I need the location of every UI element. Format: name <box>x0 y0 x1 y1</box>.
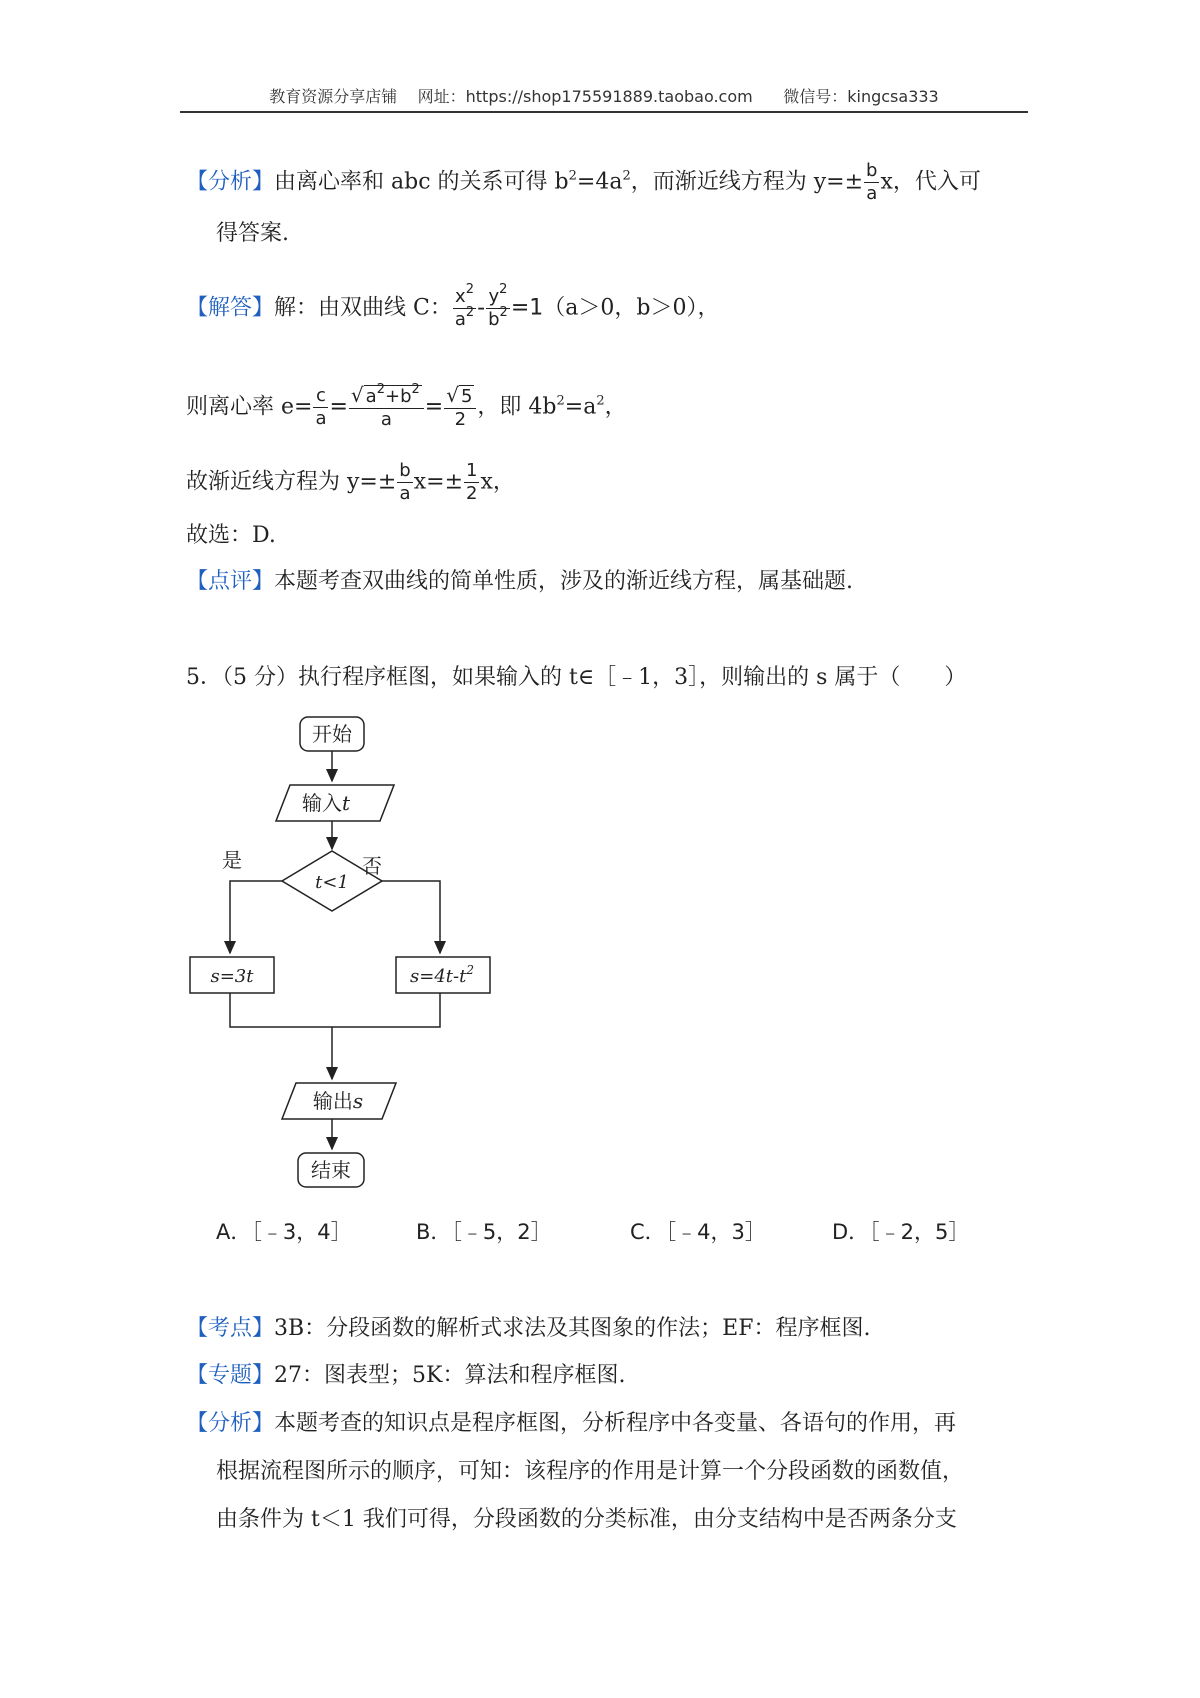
header-url[interactable]: https://shop175591889.taobao.com <box>465 87 753 106</box>
option-b[interactable]: B．［﹣5，2］ <box>416 1220 552 1244</box>
flow-yes-label: 是 <box>222 848 242 872</box>
flow-no-label: 否 <box>362 854 382 878</box>
flow-left-box-label: s=3t <box>210 966 254 987</box>
asymptote-line: 故渐近线方程为 y=± $\frac{b}{a}$ x=± $\frac{1}{2}$ x， <box>186 460 515 504</box>
flow-end-label: 结束 <box>311 1158 351 1182</box>
comment-line: 【点评】本题考查双曲线的简单性质，涉及的渐近线方程，属基础题. <box>186 569 854 594</box>
analysis-tag: 【分析】 <box>186 169 275 195</box>
option-c[interactable]: C．［﹣4，3］ <box>630 1220 766 1244</box>
flow-condition-label: t<1 <box>315 872 349 893</box>
option-a[interactable]: A．［﹣3，4］ <box>216 1220 352 1244</box>
fraction-c-over-a: $\frac{c}{a}$ <box>315 385 327 429</box>
fraction-y2-over-b2: $\frac{y^2}{b^2}$ <box>488 282 508 330</box>
fenxi-line-2: 根据流程图所示的顺序，可知：该程序的作用是计算一个分段函数的函数值， <box>216 1459 965 1484</box>
flow-start-label: 开始 <box>312 722 352 746</box>
fraction-sqrt5-over-2: $\frac{√ 5}{2}$ <box>444 384 476 431</box>
comment-tag: 【点评】 <box>186 569 275 594</box>
flowchart <box>180 705 520 1205</box>
analysis-line-1: 【分析】由离心率和 abc 的关系可得 $b^2=4a^2$，而渐近线方程为 y=± $\frac{b}{a}$ x，代入可 <box>186 160 981 204</box>
header-wechat: kingcsa333 <box>847 87 939 106</box>
analysis-line-2: 得答案. <box>216 221 289 246</box>
answer-line: 【解答】解：由双曲线 C： $\frac{x^2}{a^2}$ - $\frac{y^2}{b^2}$ =1（a＞0，b＞0）， <box>186 282 720 330</box>
fraction-x2-over-a2: $\frac{x^2}{a^2}$ <box>454 282 475 330</box>
fraction-b-over-a: $\frac{b}{a}$ <box>866 160 878 204</box>
zhuanti-tag: 【专题】 <box>186 1363 275 1388</box>
zhuanti-line: 【专题】27：图表型；5K：算法和程序框图. <box>186 1363 626 1388</box>
choose-line: 故选：D. <box>186 523 276 548</box>
header-url-label: 网址： <box>417 87 466 106</box>
header-divider <box>180 111 1028 113</box>
flow-output-label: 输出s <box>312 1089 364 1113</box>
question-stem: 5．（5 分）执行程序框图，如果输入的 t∈［﹣1，3］，则输出的 s 属于（ ） <box>186 665 967 690</box>
flow-yes-branch <box>230 881 282 953</box>
fraction-1-over-2: $\frac{1}{2}$ <box>466 460 478 504</box>
flow-no-branch <box>382 881 440 953</box>
eccentricity-line: 则离心率 e= $\frac{c}{a}$ = $\frac{√ a^2+b^2}{a}$ = $\frac{√ 5}{2}$ ，即 $4b^2=a^2$， <box>186 382 627 430</box>
flow-input-label: 输入t <box>301 791 351 815</box>
fenxi-tag: 【分析】 <box>186 1411 275 1436</box>
page-header <box>180 84 1028 107</box>
fenxi-line-3: 由条件为 t＜1 我们可得，分段函数的分类标准，由分支结构中是否两条分支 <box>216 1507 957 1532</box>
answer-tag: 【解答】 <box>186 295 275 321</box>
flow-right-box-label: $s=4t-t^2$ <box>410 963 474 987</box>
fraction-sqrt-a2b2-over-a: $\frac{√ a^2+b^2}{a}$ <box>349 384 424 431</box>
header-wechat-label: 微信号： <box>783 87 848 106</box>
header-shop: 教育资源分享店铺 <box>269 87 398 106</box>
option-d[interactable]: D．［﹣2，5］ <box>832 1220 970 1244</box>
kaodian-line: 【考点】3B：分段函数的解析式求法及其图象的作法；EF：程序框图. <box>186 1316 871 1341</box>
fenxi-line-1: 【分析】本题考查的知识点是程序框图，分析程序中各变量、各语句的作用，再 <box>186 1411 957 1436</box>
flow-merge <box>230 993 440 1027</box>
kaodian-tag: 【考点】 <box>186 1316 275 1341</box>
fraction-b-over-a-2: $\frac{b}{a}$ <box>399 460 411 504</box>
